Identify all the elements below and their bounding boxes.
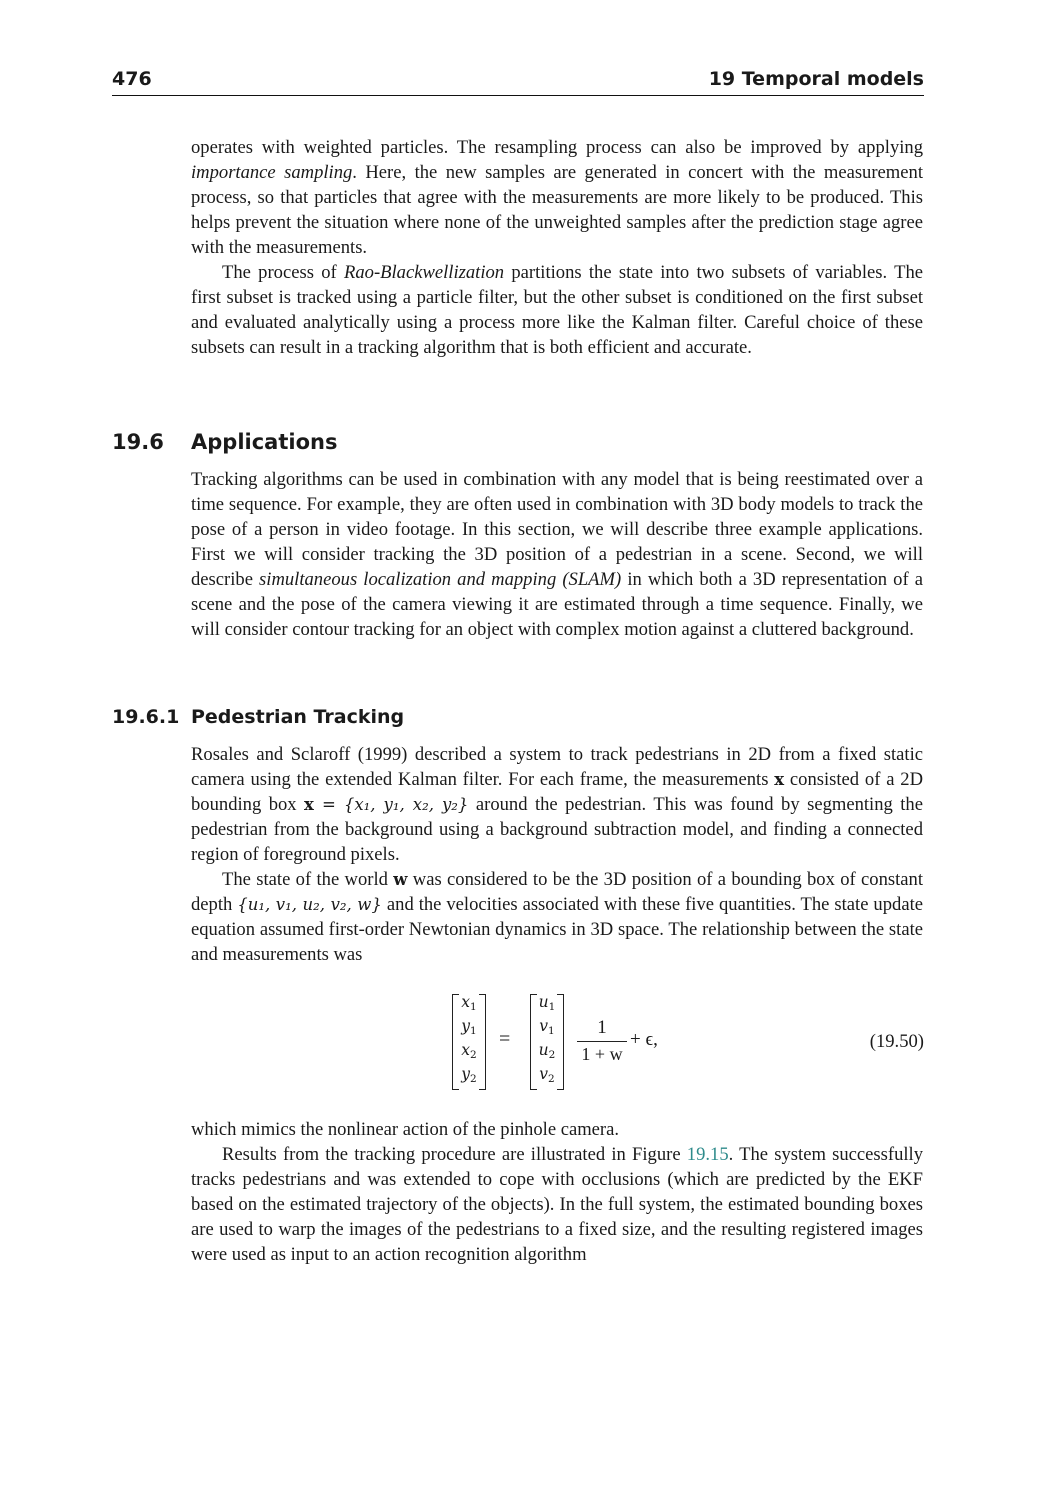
matrix-entry: $u_1$	[538, 993, 556, 1013]
term-slam: simultaneous localization and mapping (SLAM)	[259, 569, 622, 590]
section-title: Applications	[191, 430, 338, 454]
fraction-denominator: 1 + w	[581, 1044, 623, 1064]
paragraph-results: Results from the tracking procedure are illustrated in Figure 19.15. The system successfully tracks pedestrians and was extended to cope with occlusions (which are predicted by the EKF based on the estimated trajectory of the objects). In the full system, the estimated bounding boxes are used to warp the images of the pedestrians to a fixed size, and the resulting registered images were used as input to an action recognition algorithm	[191, 1144, 923, 1265]
closing-text-block	[191, 1117, 923, 1267]
term-importance-sampling: importance sampling	[191, 162, 353, 183]
matrix-entry: $v_1$	[539, 1017, 555, 1037]
paragraph-applications: Tracking algorithms can be used in combination with any model that is being reestimated over a time sequence. For example, they are often used in combination with 3D body models to track the pose of a person in video footage. In this section, we will describe three example applications. First we will consider tracking the 3D position of a pedestrian in a scene. Second, we will describe simultaneous localization and mapping (SLAM) in which both a 3D representation of a scene and the pose of the camera viewing it are estimated through a time sequence. Finally, we will consider contour tracking for an object with complex motion against a cluttered background.	[191, 469, 923, 640]
equals-sign: =	[499, 1028, 511, 1050]
equation-number: (19.50)	[869, 1031, 924, 1052]
paragraph-pinhole: which mimics the nonlinear action of the pinhole camera.	[191, 1119, 620, 1140]
subsection-text-block	[191, 742, 923, 967]
symbol-x: x	[304, 795, 314, 814]
measurement-vector	[449, 991, 489, 1091]
fraction-numerator: 1	[597, 1017, 607, 1038]
paragraph-rosales: Rosales and Sclaroff (1999) described a system to track pedestrians in 2D from a fixed static camera using the extended Kalman filter. For each frame, the measurements x consisted of a 2D bounding box x = {x₁, y₁, x₂, y₂} around the pedestrian. This was found by segmenting the pedestrian from the background using a background subtraction model, and finding a connected region of foreground pixels.	[191, 744, 923, 865]
section-number: 19.6	[112, 430, 164, 454]
matrix-entry: $y_2$	[461, 1065, 477, 1085]
section-text-block	[191, 467, 923, 642]
symbol-w: w	[393, 870, 408, 889]
paragraph-particles: operates with weighted particles. The resampling process can also be improved by applying importance sampling. Here, the new samples are generated in concert with the measurement process, so that particles that agree with the measurements are more likely to be produced. This helps prevent the situation where none of the unweighted samples after the prediction stage agree with the measurements.	[191, 137, 923, 258]
inline-math-state-set: {u₁, v₁, u₂, v₂, w}	[237, 895, 382, 914]
matrix-entry: $x_2$	[461, 1041, 477, 1061]
matrix-entry: $u_2$	[538, 1041, 556, 1061]
inline-math-bbox: = {x₁, y₁, x₂, y₂}	[313, 795, 469, 814]
subsection-number: 19.6.1	[112, 706, 180, 728]
matrix-entry: $x_1$	[461, 993, 477, 1013]
equation-19-50	[449, 991, 924, 1095]
figure-reference-link[interactable]: 19.15	[686, 1144, 729, 1165]
subsection-title: Pedestrian Tracking	[191, 706, 405, 728]
paragraph-state: The state of the world w was considered to be the 3D position of a bounding box of constant depth {u₁, v₁, u₂, v₂, w} and the velocities associated with these five quantities. The state update equation assumed first-order Newtonian dynamics in 3D space. The relationship between the state and measurements was	[191, 869, 923, 965]
matrix-entry: $v_2$	[539, 1065, 555, 1085]
matrix-entry: $y_1$	[461, 1017, 477, 1037]
intro-text-block	[191, 135, 923, 360]
running-header	[112, 68, 924, 96]
paragraph-rao-blackwellization: The process of Rao-Blackwellization partitions the state into two subsets of variables. The first subset is tracked using a particle filter, but the other subset is conditioned on the first subset and evaluated analytically using a process more like the Kalman filter. Careful choice of these subsets can result in a tracking algorithm that is both efficient and accurate.	[191, 262, 923, 358]
state-vector	[527, 991, 567, 1091]
term-rao-blackwellization: Rao-Blackwellization	[344, 262, 505, 283]
chapter-title: 19 Temporal models	[708, 68, 924, 90]
noise-term: + ϵ,	[630, 1029, 658, 1050]
page-number: 476	[112, 68, 152, 90]
symbol-x: x	[774, 770, 785, 789]
